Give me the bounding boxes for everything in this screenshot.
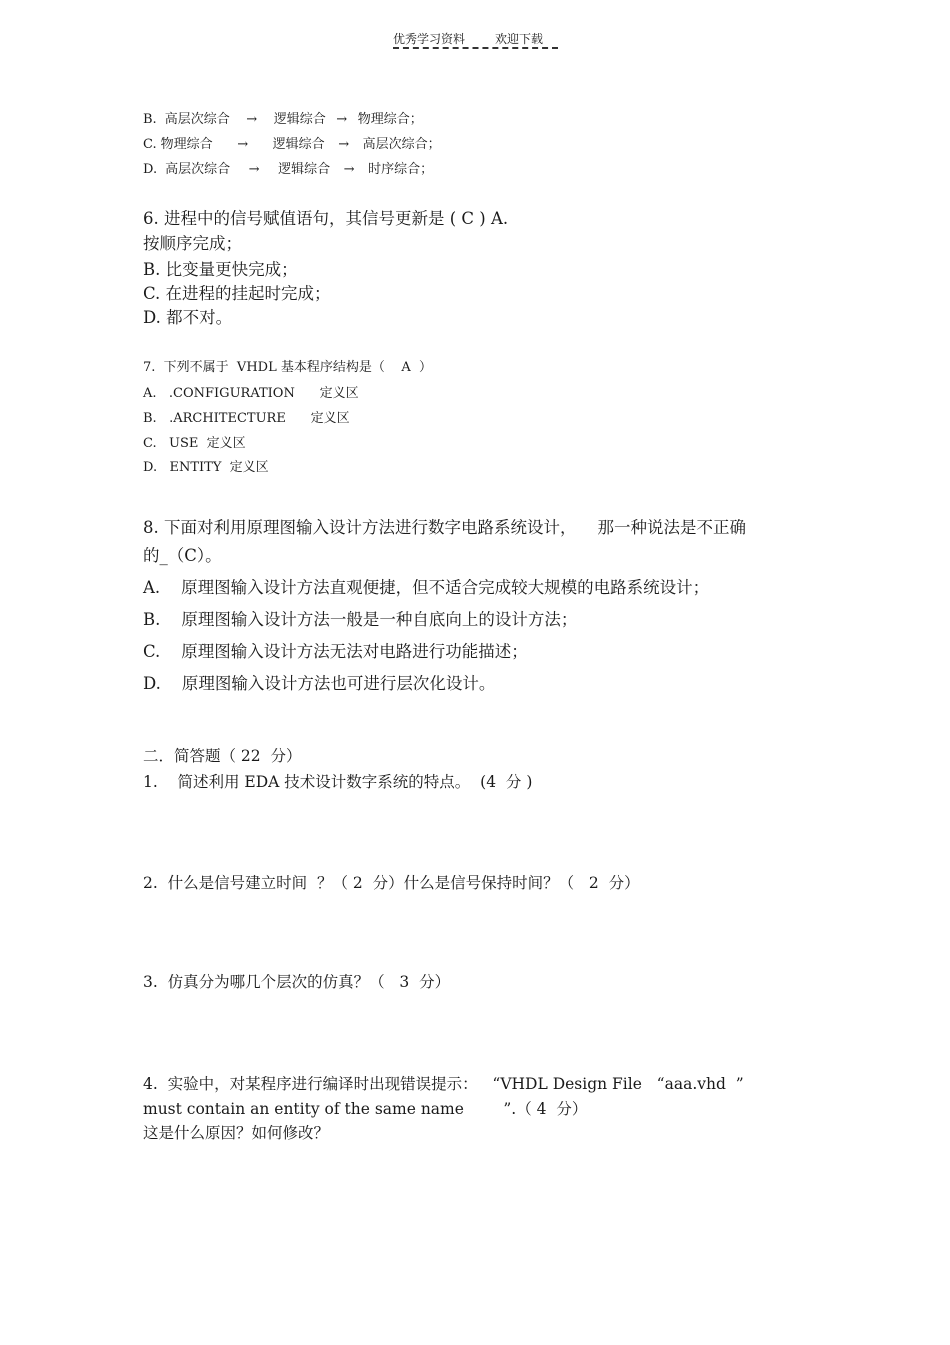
q7-option-a: A. .CONFIGURATION 定义区	[143, 386, 359, 401]
short-answer-q4-line2: must contain an entity of the same name ”.（ 4 分）	[143, 1100, 588, 1118]
q6-option-c: C. 在进程的挂起时完成；	[143, 284, 331, 303]
q8-option-d: D. 原理图输入设计方法也可进行层次化设计。	[143, 674, 496, 693]
arrow-icon: →	[338, 137, 350, 152]
q6-option-b: B. 比变量更快完成；	[143, 260, 298, 279]
q7-option-d: D. ENTITY 定义区	[143, 460, 269, 475]
section2-title: 二．简答题（ 22 分）	[143, 747, 302, 765]
short-answer-q4-line3: 这是什么原因？如何修改？	[143, 1124, 330, 1142]
short-answer-q3: 3. 仿真分为哪几个层次的仿真？（ 3 分）	[143, 973, 451, 991]
q7-option-c: C. USE 定义区	[143, 436, 246, 451]
arrow-icon: →	[336, 112, 348, 127]
q8-option-b: B. 原理图输入设计方法一般是一种自底向上的设计方法；	[143, 610, 578, 629]
prev-option-d: D. 高层次综合 → 逻辑综合 → 时序综合；	[143, 162, 434, 177]
q8-stem-line1: 8. 下面对利用原理图输入设计方法进行数字电路系统设计， 那一种说法是不正确	[143, 518, 746, 537]
short-answer-q4-line1: 4. 实验中，对某程序进行编译时出现错误提示： “VHDL Design File “aaa.vhd ”	[143, 1075, 744, 1093]
q6-option-d: D. 都不对。	[143, 308, 233, 327]
short-answer-q1: 1. 简述利用 EDA 技术设计数字系统的特点。 (4 分 )	[143, 773, 533, 791]
short-answer-q2: 2. 什么是信号建立时间 ？（ 2 分）什么是信号保持时间？（ 2 分）	[143, 874, 640, 892]
prev-option-c: C. 物理综合 → 逻辑综合 → 高层次综合；	[143, 137, 441, 152]
arrow-icon: →	[237, 137, 249, 152]
q6-option-a: 按顺序完成；	[143, 234, 242, 253]
q8-stem-line2: 的_（C）。	[143, 546, 222, 565]
arrow-icon: →	[248, 162, 260, 177]
arrow-icon: →	[343, 162, 355, 177]
q7-stem: 7. 下列不属于 VHDL 基本程序结构是（ A ）	[143, 360, 433, 375]
arrow-icon: →	[246, 112, 258, 127]
header-left-text: 优秀学习资料	[393, 32, 466, 46]
header-divider	[393, 47, 558, 49]
q8-option-a: A. 原理图输入设计方法直观便捷，但不适合完成较大规模的电路系统设计；	[143, 578, 710, 597]
q8-option-c: C. 原理图输入设计方法无法对电路进行功能描述；	[143, 642, 528, 661]
q7-option-b: B. .ARCHITECTURE 定义区	[143, 411, 350, 426]
q6-stem: 6. 进程中的信号赋值语句，其信号更新是 ( C ) A.	[143, 209, 509, 228]
prev-option-b: B. 高层次综合 → 逻辑综合 → 物理综合；	[143, 112, 423, 127]
page-header	[393, 30, 558, 47]
header-right-text: 欢迎下载	[495, 32, 544, 46]
